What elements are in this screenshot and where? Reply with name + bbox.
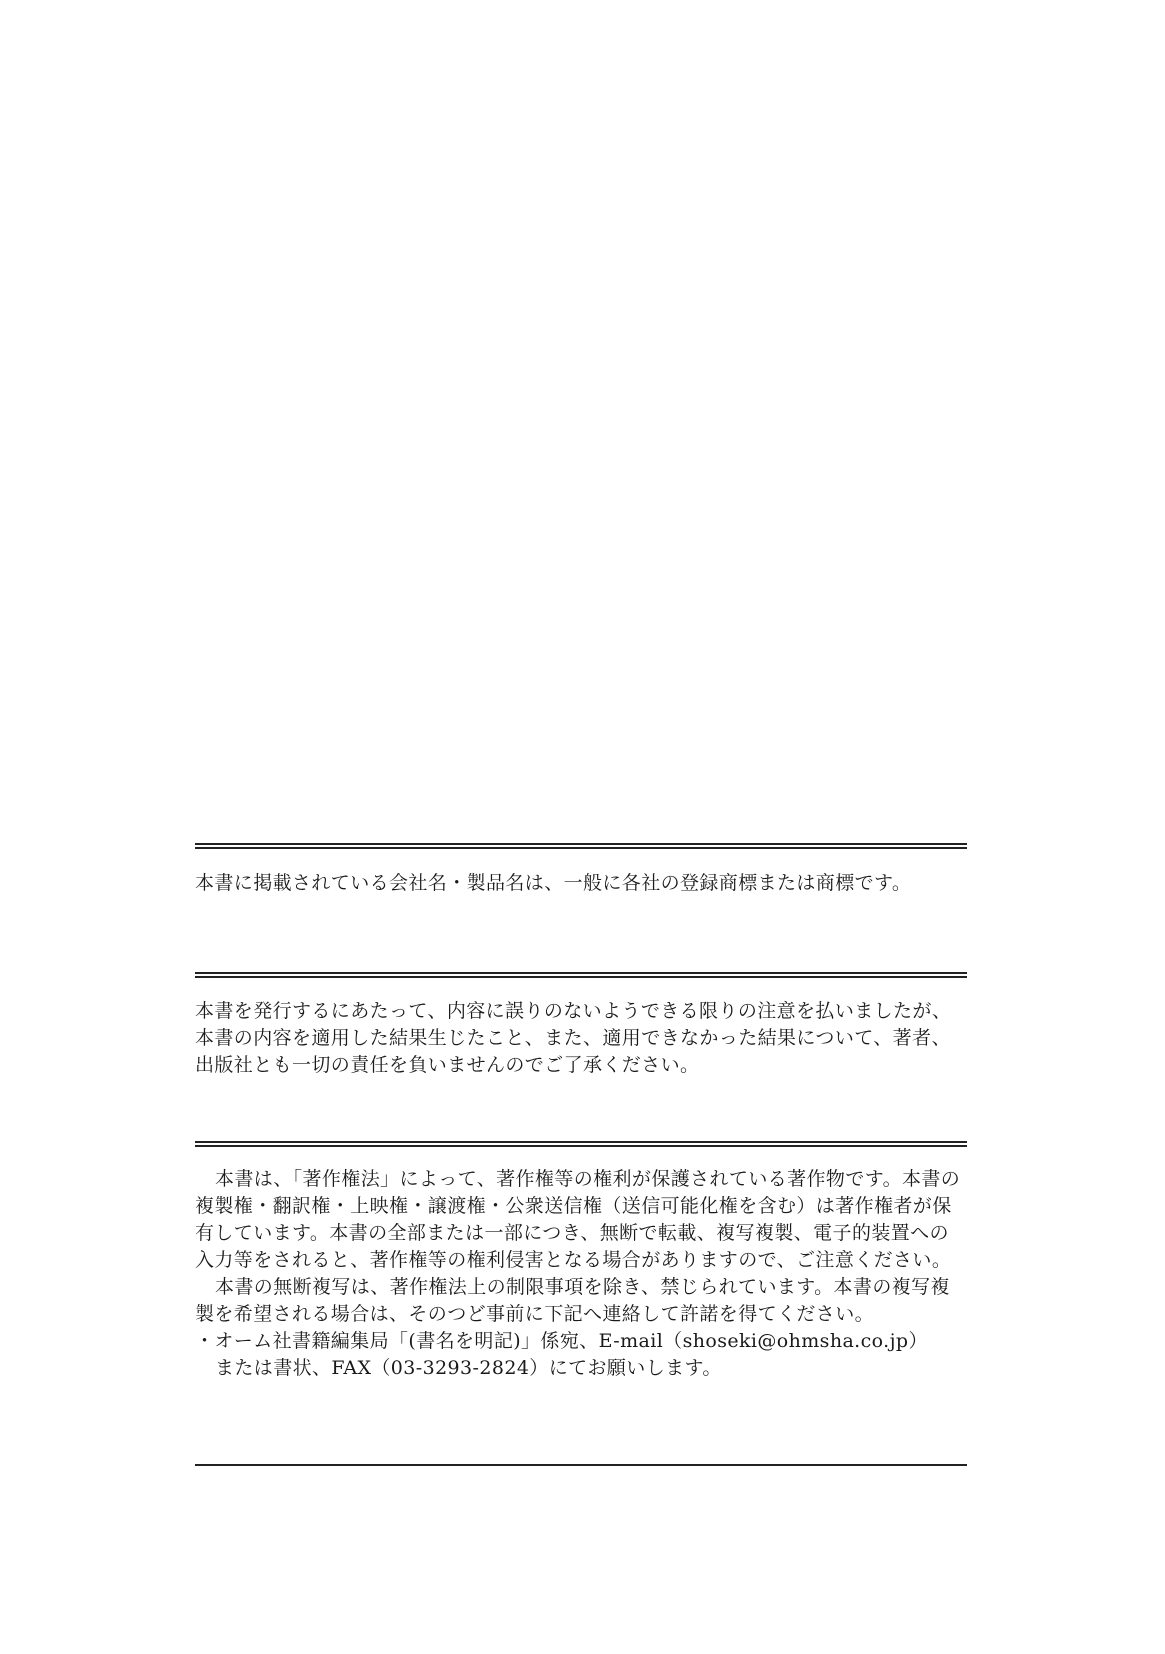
copyright-line: 入力等をされると、著作権等の権利侵害となる場合がありますので、ご注意ください。: [195, 1249, 952, 1271]
copyright-notice: [195, 1166, 967, 1382]
disclaimer-line: 出版社とも一切の責任を負いませんのでご了承ください。: [195, 1054, 700, 1076]
double-rule-middle: [195, 972, 967, 978]
copyright-line: 製を希望される場合は、そのつど事前に下記へ連絡して許諾を得てください。: [195, 1303, 875, 1325]
disclaimer: [195, 998, 967, 1079]
double-rule-lower: [195, 1141, 967, 1147]
bottom-rule: [195, 1464, 967, 1466]
copyright-line: 有しています。本書の全部または一部につき、無断で転載、複写複製、電子的装置への: [195, 1222, 949, 1244]
double-rule-top: [195, 843, 967, 849]
copyright-line: 本書は、「著作権法」によって、著作権等の権利が保護されている著作物です。本書の: [215, 1168, 961, 1190]
copyright-contact-line: ・オーム社書籍編集局「(書名を明記)」係宛、E-mail（shoseki@ohmsha.co.jp）: [195, 1330, 928, 1352]
disclaimer-line: 本書を発行するにあたって、内容に誤りのないようできる限りの注意を払いましたが、: [195, 1000, 952, 1022]
disclaimer-line: 本書の内容を適用した結果生じたこと、また、適用できなかった結果について、著者、: [195, 1027, 951, 1049]
trademark-notice-text: 本書に掲載されている会社名・製品名は、一般に各社の登録商標または商標です。: [195, 872, 912, 894]
copyright-line: 本書の無断複写は、著作権法上の制限事項を除き、禁じられています。本書の複写複: [215, 1276, 950, 1298]
copyright-contact-line: または書状、FAX（03-3293-2824）にてお願いします。: [215, 1357, 722, 1379]
trademark-notice: [195, 870, 967, 897]
copyright-line: 複製権・翻訳権・上映権・譲渡権・公衆送信権（送信可能化権を含む）は著作権者が保: [195, 1195, 952, 1217]
